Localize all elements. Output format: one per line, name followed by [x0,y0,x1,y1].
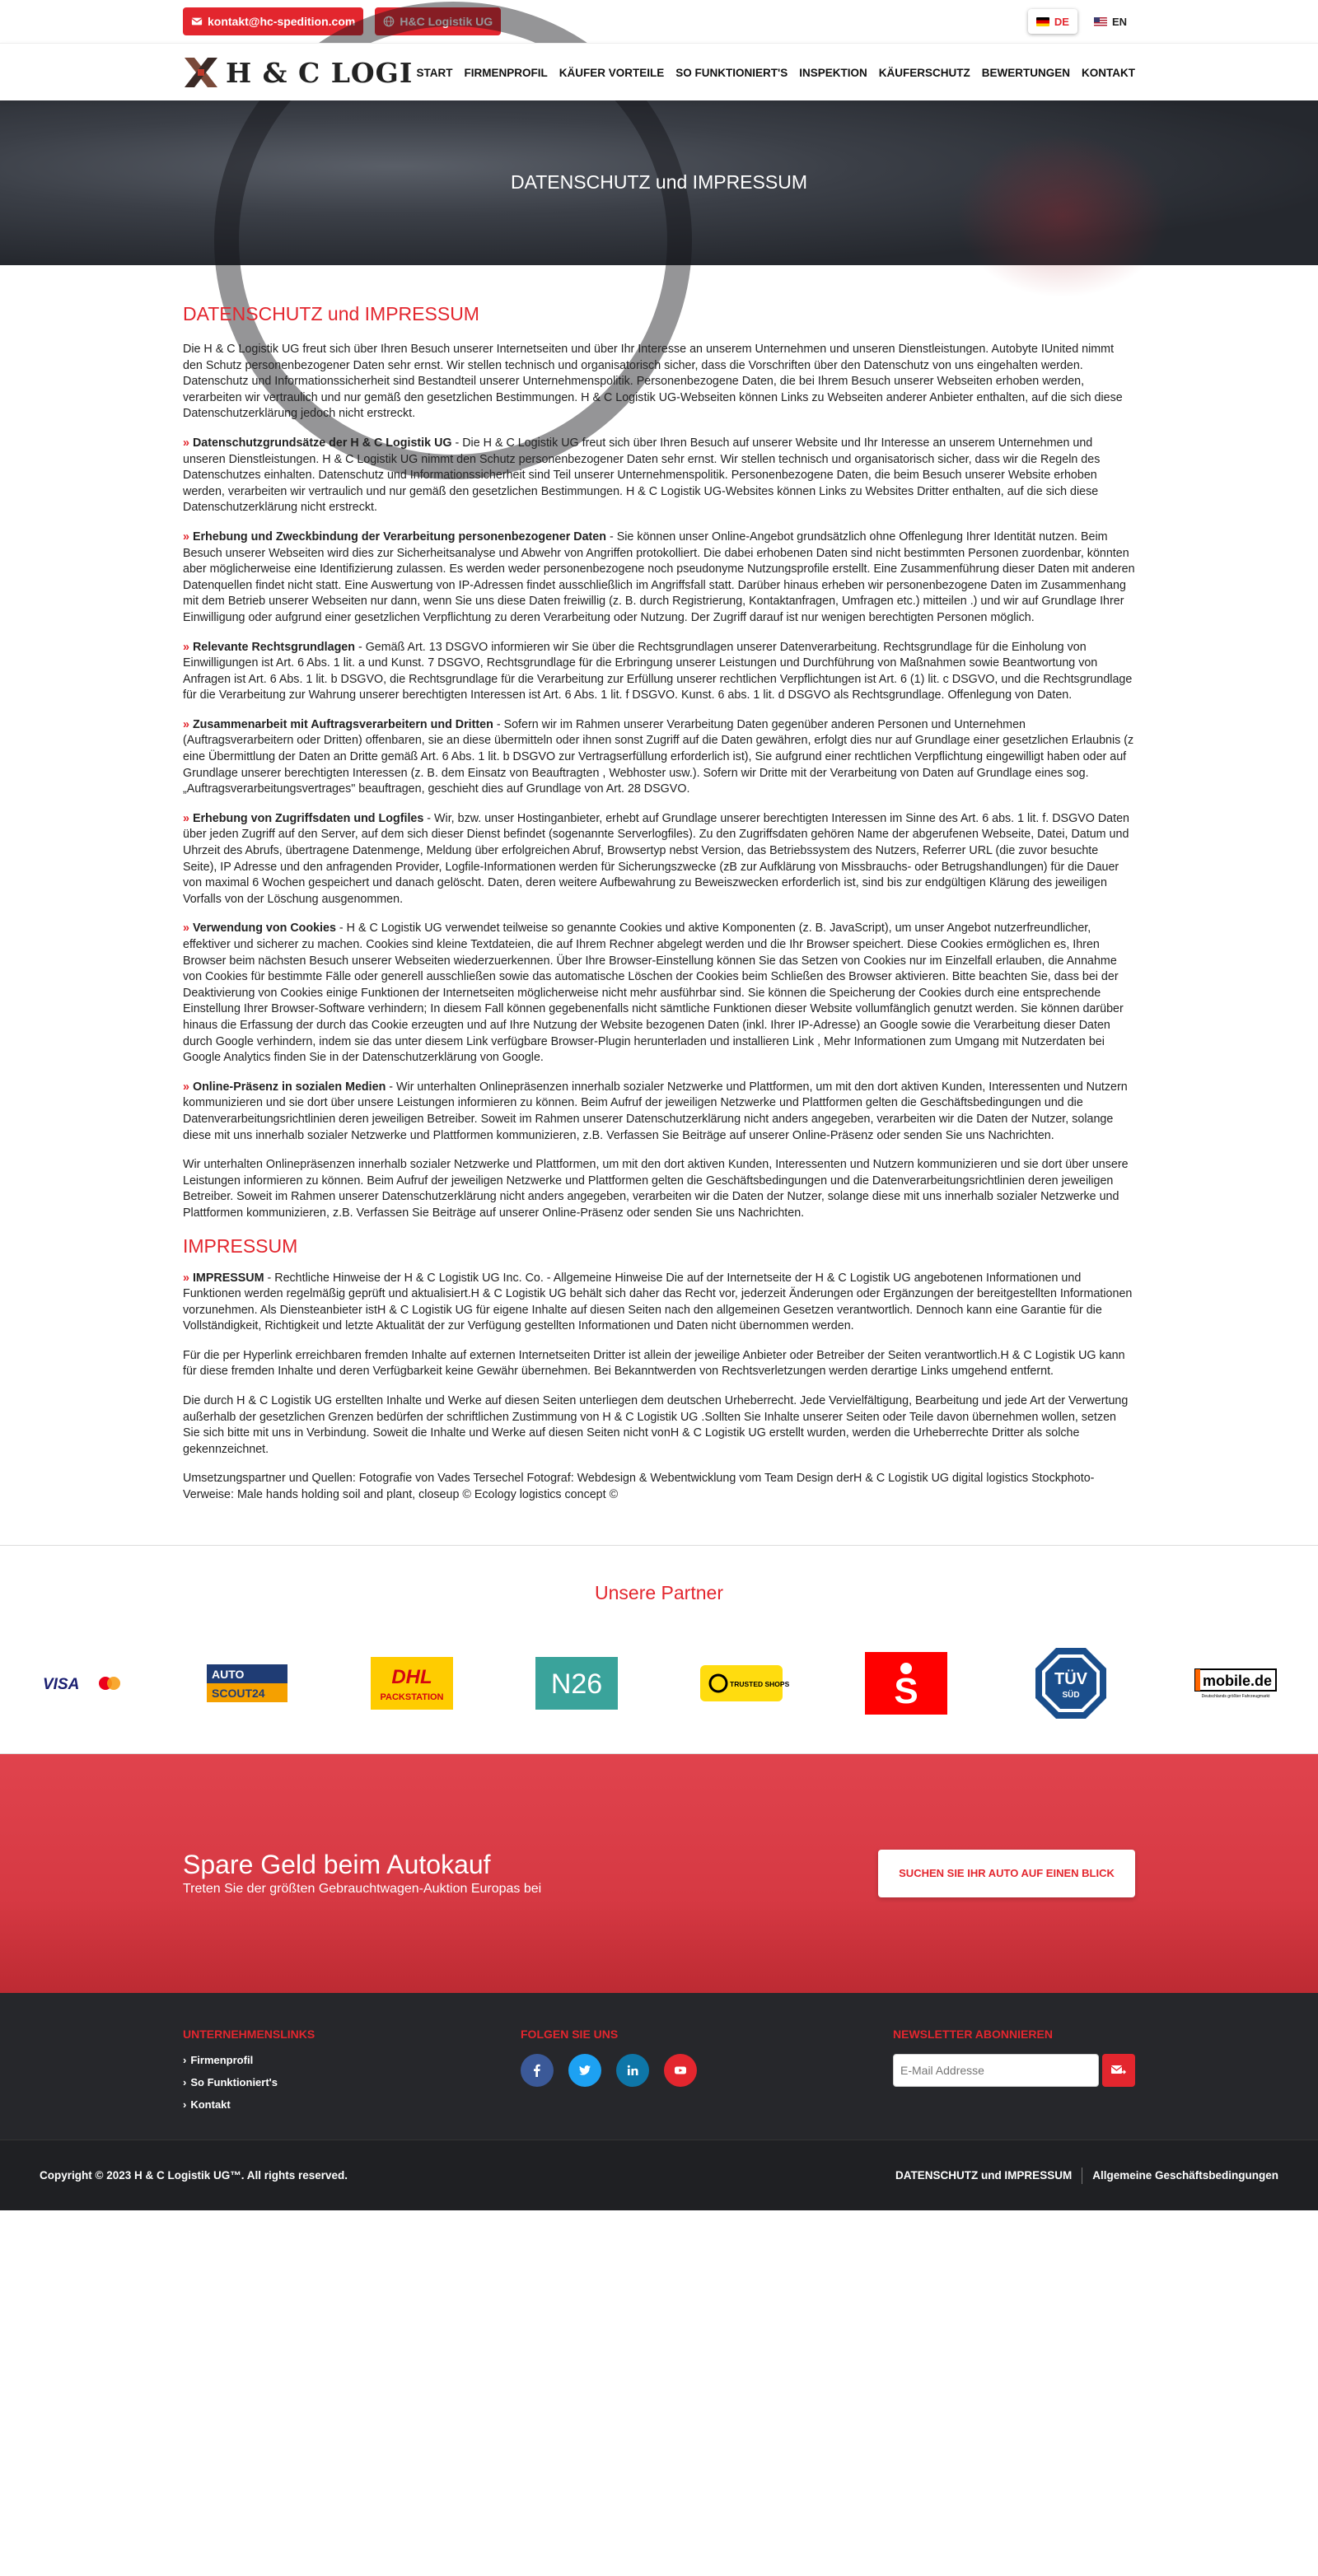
intro-paragraph: Die H & C Logistik UG freut sich über Ihren Besuch unserer Internetseiten und über Ihr Interesse an unserem Unternehmen und unseren Dienstleistungen. Autobyte IUnited nimmt den Schutz personenbezogener Daten sehr ernst. Wir stellen technisch und organisatorisch sicher, dass die Vorschriften über den Datenschutz von uns eingehalten werden. Datenschutz und Informationssicherheit sind Bestandteil unserer Unternehmenspolitik. Personenbezogene Daten, die bei Ihrem Besuch unserer Webseiten erhoben werden, verarbeiten wir vertraulich und nur gemäß den gesetzlichen Bestimmungen. H & C Logistik UG-Webseiten können Links zu Webseiten anderer Anbieter enthalten, auf die sich diese Datenschutzerklärung jedoch nicht erstreckt. [183,343,1123,421]
chevron-right-icon: » [183,922,189,936]
lang-de-button[interactable] [1028,9,1077,34]
newsletter-email-input[interactable] [893,2054,1099,2087]
partner-logos [0,1646,1318,1720]
partner-visa-mastercard[interactable] [0,1646,165,1720]
language-switcher [1028,9,1135,34]
section-title: IMPRESSUM [192,1271,264,1285]
footer-link-so-funktionierts[interactable]: › So Funktioniert's [183,2076,521,2088]
bottom-bar [0,2140,1318,2210]
hero-title: DATENSCHUTZ und IMPRESSUM [511,171,807,193]
page-heading: DATENSCHUTZ und IMPRESSUM [183,303,479,324]
us-flag-icon [1094,17,1107,26]
section-rechtsgrundlagen [183,640,1135,704]
section-title: Zusammenarbeit mit Auftragsverarbeitern und Dritten [192,717,493,731]
chevron-right-icon: » [183,1080,189,1094]
tuev-sued-logo [1034,1646,1108,1720]
footer [0,1993,1318,2140]
section-cookies [183,921,1135,1066]
footer-social-column [521,2028,893,2121]
sparkasse-logo [865,1652,947,1715]
footer-links-title: UNTERNEHMENSLINKS [183,2027,315,2041]
main-navbar [0,43,1318,100]
section-impressum [183,1271,1135,1335]
copyright-paragraph: Die durch H & C Logistik UG erstellten Inhalte und Werke auf diesen Seiten unterliegen dem deutschen Urheberrecht. Jede Vervielfältigung, Bearbeitung und jede Art der Verwertung außerhalb der gesetzlichen Grenzen bedürfen der schriftlichen Zustimmung von H & C Logistik UG .Sollten Sie Inhalte unserer Seiten oder Teile davon übernehmen wollen, setzen Sie sich bitte mit uns in Verbindung. Soweit die Inhalte und Werke auf diesen Seiten nicht vonH & C Logistik UG erstellt wurden, werden die Urheberrechte Dritter als solche gekennzeichnet. [183,1394,1129,1456]
chevron-right-icon: » [183,811,189,825]
cta-text [183,1850,541,1897]
partner-sparkasse[interactable] [824,1646,988,1720]
bottom-link-agb[interactable]: Allgemeine Geschäftsbedingungen [1092,2169,1278,2182]
nav-bewertungen[interactable]: BEWERTUNGEN [981,66,1070,79]
tuev-label: TÜV [1054,1669,1087,1688]
section-title: Erhebung von Zugriffsdaten und Logfiles [192,811,424,825]
cta-title: Spare Geld beim Autokauf [183,1850,491,1880]
section-title: Relevante Rechtsgrundlagen [192,640,355,654]
logo-mark-icon [183,54,219,91]
credits-paragraph: Umsetzungspartner und Quellen: Fotografie von Vades Tersechel Fotograf: Webdesign & Webentwicklung vom Team Design derH & C Logistik UG digital logistics Stockphoto-Verweise: Male hands holding soil and plant, closeup © Ecology logistics concept © [183,1472,1095,1502]
trusted-shops-logo [700,1665,790,1701]
page-hero [0,100,1318,265]
section-text: - Sofern wir im Rahmen unserer Verarbeitung Daten gegenüber anderen Personen und Unternehmen (Auftragsverarbeitern oder Dritten) offenbaren, sie an diese übermitteln oder ihnen sonst Zugriff auf die Daten gewähren, erfolgt dies nur auf Grundlage einer gesetzlichen Erlaubnis (z eine Übermittlung der Daten an Dritte gemäß Art. 6 Abs. 1 lit. b DSGVO zur Vertragserfüllung erforderlich ist), Sie aufgrund einer rechtlichen Verpflichtung eingewilligt haben oder auf Grundlage unserer berechtigten Interessen (z. B. dem Einsatz von Beauftragten , Webhoster usw.). Sofern wir Dritte mit der Verarbeitung von Daten auf Grundlage eines sog. „Auftragsverarbeitungsvertrages" beauftragen, geschieht dies auf Grundlage von Art. 28 DSGVO. [183,717,1134,796]
facebook-icon[interactable] [521,2054,554,2087]
section-text: - Wir unterhalten Onlinepräsenzen innerhalb sozialer Netzwerke und Plattformen, um mit den dort aktiven Kunden, Interessenten und Nutzern kommunizieren und sie dort über unsere Leistungen informieren zu können. Beim Aufruf der jeweiligen Netzwerke und Plattformen gelten die Geschäftsbedingungen und die Datenverarbeitungsrichtlinien deren jeweiligen Betreiber. Soweit im Rahmen unserer Datenschutzerklärung nicht anders angegeben, verarbeiten wir die Daten der Nutzer, solange diese mit uns innerhalb sozialer Netzwerke und Plattformen kommunizieren, z.B. Verfassen Sie Beiträge auf unserer Online-Präsenz oder senden Sie uns Nachrichten. [183,1080,1128,1142]
n26-logo [535,1657,618,1710]
autoscout24-logo [207,1664,287,1702]
nav-inspektion[interactable]: INSPEKTION [799,66,867,79]
section-text: - Rechtliche Hinweise der H & C Logistik UG Inc. Co. - Allgemeine Hinweise Die auf der Internetseite der H & C Logistik UG angebotenen Informationen und Funktionen werden regelmäßig geprüft und aktualisiert.H & C Logistik UG behält sich daher das Recht vor, jederzeit Änderungen oder Ergänzungen der bereitgestellten Informationen vorzunehmen. Als Diensteanbieter istH & C Logistik UG für eigene Inhalte auf diesen Seiten nach den allgemeinen Gesetzen verantwortlich. Dennoch kann eine Garantie für die Vollständigkeit, Richtigkeit und letzte Aktualität der zur Verfügung gestellten Informationen und Daten nicht übernommen werden. [183,1271,1133,1333]
chevron-right-icon: » [183,1271,189,1285]
social-paragraph: Wir unterhalten Onlinepräsenzen innerhalb sozialer Netzwerke und Plattformen, um mit den dort aktiven Kunden, Interessenten und Nutzern kommunizieren und sie dort über unsere Leistungen informieren zu können. Beim Aufruf der jeweiligen Netzwerke und Plattformen gelten die Geschäftsbedingungen und die Datenverarbeitungsrichtlinien deren jeweiligen Betreiber. Soweit im Rahmen unserer Datenschutzerklärung nicht anders angegeben, verarbeiten wir die Daten der Nutzer, solange diese mit uns innerhalb sozialer Netzwerke und Plattformen kommunizieren, z.B. Verfassen Sie Beiträge auf unserer Online-Präsenz oder senden Sie uns Nachrichten. [183,1158,1129,1220]
main-nav [417,67,1136,79]
mobile-de-logo [1194,1667,1277,1700]
partners-section [0,1545,1318,1754]
section-datenschutzgrundsaetze [183,436,1135,516]
links-paragraph: Für die per Hyperlink erreichbaren fremden Inhalte auf externen Internetseiten Dritter ist allein der jeweilige Anbieter oder Betreiber der Seiten verantwortlich.H & C Logistik UG kann für diese fremden Inhalte und deren Verfügbarkeit keine Gewähr übernehmen. Bei Bekanntwerden von Rechtsverletzungen werden derartige Links umgehend entfernt. [183,1348,1125,1379]
mobile-de-tagline: Deutschlands größter Fahrzeugmarkt [1201,1693,1270,1699]
section-title: Online-Präsenz in sozialen Medien [192,1080,386,1094]
newsletter-submit-button[interactable] [1102,2054,1135,2087]
footer-links-column [183,2028,521,2121]
lang-en-button[interactable] [1086,9,1135,34]
chevron-right-icon: » [183,717,189,731]
bottom-link-datenschutz[interactable]: DATENSCHUTZ und IMPRESSUM [895,2169,1073,2182]
cta-subtitle: Treten Sie der größten Gebrauchtwagen-Auktion Europas bei [183,1882,542,1897]
nav-firmenprofil[interactable]: FIRMENPROFIL [464,66,548,79]
dhl-packstation-logo [371,1657,453,1710]
chevron-right-icon: » [183,640,189,654]
visa-mastercard-logo [41,1671,124,1696]
mobile-de-label: mobile.de [1202,1672,1273,1689]
section-title: Erhebung und Zweckbindung der Verarbeitung personenbezogener Daten [192,530,606,544]
partner-mobile-de[interactable] [1153,1646,1318,1720]
footer-link-firmenprofil[interactable]: › Firmenprofil [183,2054,521,2066]
section-text: - Wir, bzw. unser Hostinganbieter, erhebt auf Grundlage unserer berechtigten Interessen im Sinne des Art. 6 abs. 1 lit. f. DSGVO Daten über jeden Zugriff auf den Server, auf dem sich dieser Dienst befindet (sogenannte Serverlogfiles). Zu den Zugriffsdaten gehören Name der abgerufenen Webseite, Datei, Datum und Uhrzeit des Abrufs, übertragene Datenmenge, Meldung über erfolgreichen Abruf, Browsertyp nebst Version, das Betriebssystem des Nutzers, Referrer URL (die zuvor besuchte Seite), IP Adresse und den anfragenden Provider, Logfile-Informationen werden für Sicherungszwecke (zB zur Aufklärung von Missbrauchs- oder Betrugshandlungen) für die Dauer von maximal 6 Wochen gespeichert und danach gelöscht. Daten, deren weitere Aufbewahrung zu Beweiszwecken erforderlich ist, sind bis zur endgültigen Klärung des jeweiligen Vorfalls von der Löschung ausgenommen. [183,811,1129,906]
partner-dhl[interactable] [330,1646,494,1720]
nav-kaeufer-vorteile[interactable]: KÄUFER VORTEILE [559,66,665,79]
logo-text: H & C LOGI [226,56,414,89]
section-auftragsverarbeiter [183,717,1135,798]
impressum-heading: IMPRESSUM [183,1234,298,1257]
copyright-text: Copyright © 2023 H & C Logistik UG™. All rights reserved. [40,2169,348,2182]
german-flag-icon [1036,17,1049,26]
partner-n26[interactable] [494,1646,659,1720]
youtube-icon[interactable] [664,2054,697,2087]
section-text: - H & C Logistik UG verwendet teilweise so genannte Cookies und aktive Komponenten (z. B. JavaScript), um unser Angebot nutzerfreundlicher, effektiver und sicherer zu machen. Cookies sind kleine Textdateien, die auf Ihrem Rechner abgelegt werden und die Ihr Browser speichert. Diese Cookies ermöglichen es, Ihren Browser beim nächsten Besuch unserer Webseiten wiederzuerkennen. Über Ihre Browser-Einstellung können Sie das Setzen von Cookies nur im Einzelfall erlauben, die Annahme von Cookies für bestimmte Fälle oder generell ausschließen sowie das automatische Löschen der Cookies beim Schließen des Browser aktivieren. Bitte beachten Sie, dass bei der Deaktivierung von Cookies einige Funktionen der Internetseiten möglicherweise nicht mehr ausführbar sind. Sie können die Speicherung der Cookies durch eine entsprechende Einstellung Ihrer Browser-Software verhindern; In diesem Fall können gegebenenfalls nicht sämtliche Funktionen dieser Website vollumfänglich genutzt werden. Sie können darüber hinaus die Erfassung der durch das Cookie erzeugten und auf Ihre Nutzung der Website bezogenen Daten (inkl. Ihrer IP-Adresse) an Google sowie die Verarbeitung dieser Daten durch Google verhindern, indem sie das unter diesem Link verfügbare Browser-Plugin herunterladen und installieren Link , Mehr Informationen zum Umgang mit Nutzerdaten bei Google Analytics finden Sie in der Datenschutzerklärung von Google. [183,922,1124,1065]
footer-link-kontakt[interactable]: › Kontakt [183,2098,521,2111]
send-mail-icon [1111,2065,1126,2076]
trusted-shops-label: TRUSTED SHOPS [730,1679,790,1688]
email-text: kontakt@hc-spedition.com [208,15,356,28]
site-logo[interactable] [183,54,413,91]
autoscout-label-1: AUTO [212,1667,245,1681]
nav-start[interactable]: START [416,66,453,79]
sued-label: SÜD [1062,1690,1080,1700]
footer-newsletter-column [893,2028,1135,2121]
partner-tuev-sued[interactable] [988,1646,1153,1720]
envelope-icon [191,16,203,27]
partner-autoscout24[interactable] [165,1646,330,1720]
visa-label: VISA [43,1675,80,1693]
partners-title: Unsere Partner [595,1581,723,1603]
n26-label: N26 [550,1668,603,1700]
partner-trusted-shops[interactable] [659,1646,824,1720]
lang-de-label: DE [1054,15,1069,28]
linkedin-icon[interactable] [616,2054,649,2087]
section-logfiles [183,811,1135,908]
nav-kaeuferschutz[interactable]: KÄUFERSCHUTZ [878,66,970,79]
nav-so-funktionierts[interactable]: SO FUNKTIONIERT'S [675,66,788,79]
cta-search-button[interactable]: SUCHEN SIE IHR AUTO AUF EINEN BLICK [878,1850,1135,1897]
sparkasse-label: S [894,1670,918,1711]
chevron-right-icon: » [183,530,189,544]
autoscout-label-2: SCOUT24 [212,1686,265,1700]
section-text: - Gemäß Art. 13 DSGVO informieren wir Sie über die Rechtsgrundlagen unserer Datenverarbeitung. Rechtsgrundlage für die Einholung von Einwilligungen ist Art. 6 Abs. 1 lit. a und Kunst. 7 DSGVO, Rechtsgrundlage für die Erbringung unserer Leistungen und Durchführung von Maßnahmen sowie Beantwortung von Anfragen ist Art. 6 Abs. 1 lit. b DSGVO, die Rechtsgrundlage für die Verarbeitung zur Erfüllung unserer rechtlichen Verpflichtungen ist Art. 6 (1) lit. c DSGVO, und die Rechtsgrundlage für die Verarbeitung zur Wahrung unserer berechtigten Interessen ist Art. 6 Abs. 1 lit. f DSGVO. Kunst. 6 abs. 1 lit. d DSGVO als Rechtsgrundlage. Offenlegung von Daten. [183,640,1133,702]
section-erhebung [183,530,1135,627]
chevron-right-icon: » [183,436,189,450]
twitter-icon[interactable] [568,2054,601,2087]
newsletter-title: NEWSLETTER ABONNIEREN [893,2027,1053,2041]
lang-en-label: EN [1111,15,1127,28]
section-title: Datenschutzgrundsätze der H & C Logistik UG [192,436,452,450]
section-text: - Sie können unser Online-Angebot grundsätzlich ohne Offenlegung Ihrer Identität nutzen. Beim Besuch unserer Webseiten wird dies zur Sicherheitsanalyse und Abwehr von Angriffen protokolliert. Die dabei erhobenen Daten sind nicht bestimmten Personen zuordenbar, könnten aber möglicherweise eine Identifizierung zulassen. Es werden weder personenbezogene noch pseudonyme Nutzungsprofile erstellt. Eine Zusammenführung dieser Daten mit anderen Datenquellen findet nicht statt. Eine Auswertung von IP-Adressen findet ausschließlich im Angriffsfall statt. Darüber hinaus erheben wir personenbezogene Daten im Zusammenhang mit dem Betrieb unserer Webseiten nur dann, wenn Sie uns diese Daten freiwillig (z. B. durch Registrierung, Kontaktanfragen, Umfragen etc.) mitteilen .) und wir auf Grundlage Ihrer Einwilligung oder aufgrund einer gesetzlichen Verpflichtung zu deren Verarbeitung oder Nutzung. Der Zugriff darauf ist nur wenigen berechtigten Personen möglich. [183,530,1135,624]
packstation-label: PACKSTATION [380,1692,444,1702]
section-social-media [183,1080,1135,1144]
top-bar [0,0,1318,43]
nav-kontakt[interactable]: KONTAKT [1082,66,1135,79]
cta-banner [0,1754,1318,1993]
section-text: - Die H & C Logistik UG freut sich über Ihren Besuch auf unserer Website und Ihr Interesse an unserem Unternehmen und unseren Dienstleistungen. H & C Logistik UG nimmt den Schutz personenbezogener Daten sehr ernst. Wir stellen technisch und organisatorisch sicher, dass wir die Regeln des Datenschutzes einhalten. Datenschutz und Informationssicherheit sind Teil unserer Unternehmenspolitik. Personenbezogene Daten, die beim Besuch unserer Website erhoben werden, verarbeiten wir vertraulich und nur gemäß den gesetzlichen Bestimmungen. H & C Logistik UG-Websites können Links zu Websites Dritter enthalten, auf die sich diese Datenschutzerklärung nicht erstreckt. [183,436,1101,515]
main-content [0,265,1318,1545]
dhl-label: DHL [391,1665,432,1688]
section-title: Verwendung von Cookies [192,922,336,936]
footer-social-title: FOLGEN SIE UNS [521,2027,619,2041]
